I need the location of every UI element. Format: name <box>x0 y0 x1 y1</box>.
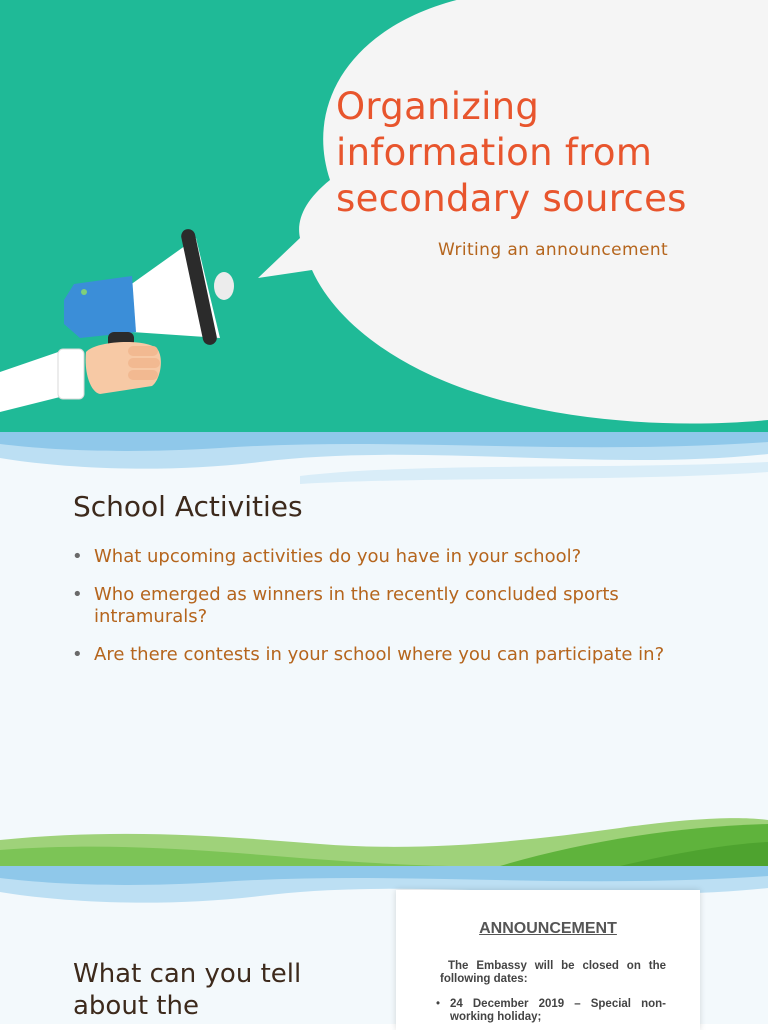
bullet-marker: • <box>72 546 83 567</box>
bullet-marker: • <box>436 998 441 1010</box>
list-item <box>72 546 702 568</box>
heading-line: about the <box>73 991 199 1021</box>
document-title: ANNOUNCEMENT <box>479 920 617 937</box>
bullet-text: What upcoming activities do you have in your school? <box>94 546 582 567</box>
announcement-document <box>396 890 700 1030</box>
bullet-marker: • <box>72 644 83 665</box>
title-line: information from <box>336 131 653 174</box>
presentation-title <box>336 84 756 222</box>
presentation-subtitle: Writing an announcement <box>438 240 669 260</box>
title-line: Organizing <box>336 85 540 128</box>
slide-heading <box>73 958 373 1022</box>
document-bullet-text: 24 December 2019 – Special non-working holiday; <box>450 998 666 1023</box>
bullet-text: Who emerged as winners in the recently concluded sports intramurals? <box>94 584 619 627</box>
megaphone-body <box>64 276 136 338</box>
list-item <box>72 584 702 628</box>
document-list-item <box>436 998 666 1024</box>
title-slide <box>0 0 768 432</box>
megaphone-light <box>81 289 87 295</box>
megaphone-end <box>214 272 234 300</box>
slide-heading: School Activities <box>73 490 303 523</box>
bullet-text: Are there contests in your school where you can participate in? <box>94 644 665 665</box>
bullet-list <box>72 546 702 682</box>
bullet-marker: • <box>72 584 83 605</box>
document-body <box>436 960 666 1024</box>
cuff <box>58 349 84 399</box>
list-item <box>72 644 702 666</box>
document-paragraph: The Embassy will be closed on the following dates: <box>440 960 666 985</box>
heading-line: What can you tell <box>73 959 302 989</box>
title-line: secondary sources <box>336 177 687 220</box>
